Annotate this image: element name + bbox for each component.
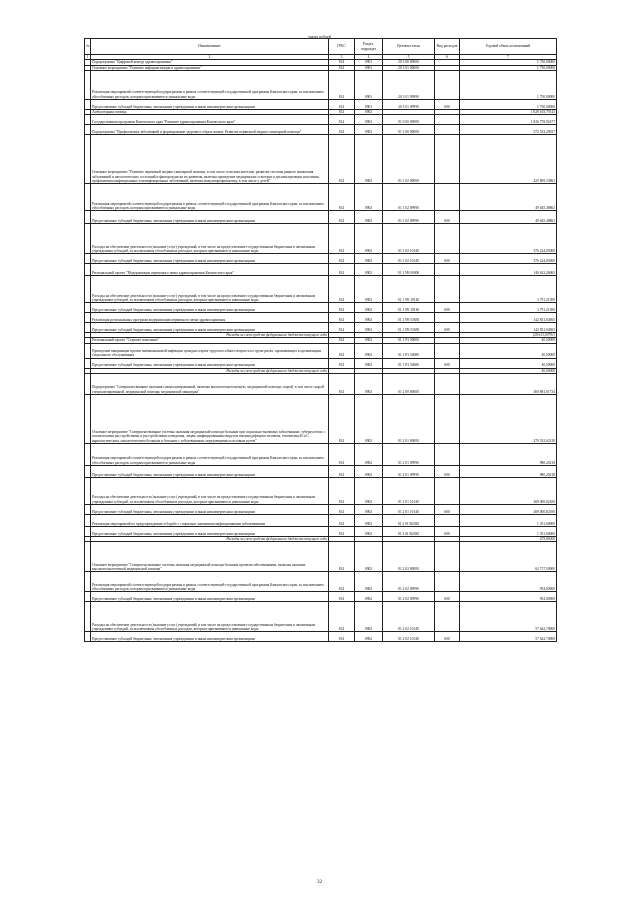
- annual-amount: 980,20218: [460, 466, 557, 478]
- target-article: 01 1 N9 10140: [383, 276, 435, 303]
- annual-amount: 980,20218: [460, 444, 557, 466]
- table-row: [85, 444, 557, 466]
- section-code: 0902: [355, 374, 383, 395]
- annual-amount: 270 332,62318: [460, 395, 557, 444]
- table-row: [85, 395, 557, 444]
- table-row: [85, 135, 557, 184]
- row-description: Амбулаторная помощь: [91, 109, 329, 114]
- target-article: 01 2 00 00000: [383, 374, 435, 395]
- annual-amount: 954,00000: [460, 592, 557, 602]
- grbs-code: 814: [329, 515, 355, 527]
- annual-amount: 3 791,21500: [460, 276, 557, 303]
- col-number: 7: [460, 55, 557, 60]
- grbs-code: 814: [329, 572, 355, 592]
- row-description: Реализация мероприятий соответствующей подпрограммы в рамках соответствующей государственной программы Камчатского края, за исключением обособленных расходов, которым присваиваются уникальные коды: [91, 184, 329, 211]
- grbs-code: 814: [329, 276, 355, 303]
- grbs-code: 814: [329, 323, 355, 333]
- table-row: [85, 303, 557, 313]
- row-description: Расходы на обеспечение деятельности (оказание услуг) учреждений, в том числе на предоставление государственным бюджетным и автономным учреждениям субсидий, за исключением обособленных расходов, которым присваиваются уникальные коды: [91, 602, 329, 632]
- expense-type: 600: [435, 99, 460, 109]
- row-description: Предоставление субсидий бюджетным, автономным учреждениям и иным некоммерческим организациям: [91, 254, 329, 264]
- header-row: [85, 39, 557, 55]
- row-description: Предоставление субсидий бюджетным, автономным учреждениям и иным некоммерческим организациям: [91, 323, 329, 333]
- annual-amount: 40,50000: [460, 343, 557, 358]
- table-row: [85, 358, 557, 368]
- table-row: [85, 224, 557, 254]
- row-description: Основное мероприятие "Развитие первичной медико-санитарной помощи, в том числе сельским жителям, развитие системы раннего выявления заболеваний и патологических состояний и факторов риска их развития, включая проведение медицинских осмотров и диспансеризации населения, профилактика инфекционных и неинфекционных заболеваний, включая иммунопрофилактику, в том числе у детей": [91, 135, 329, 184]
- row-description: Расходы на обеспечение деятельности (оказание услуг) учреждений, в том числе на предоставление государственным бюджетным и автономным учреждениям субсидий, за исключением обособленных расходов, которым присваиваются уникальные коды: [91, 276, 329, 303]
- annual-amount: 142 831,04565: [460, 323, 557, 333]
- row-description: Основное мероприятие "Развитие информатизации в здравоохранении": [91, 65, 329, 70]
- table-row: [85, 542, 557, 572]
- annual-amount: 57 642,70000: [460, 632, 557, 642]
- section-code: 0901: [355, 70, 383, 99]
- section-code: 0902: [355, 444, 383, 466]
- row-description: Проведение вакцинации против пневмококковой инфекции граждан старше трудоспособного возраста из групп риска, проживающих в организациях социального обслуживания: [91, 343, 329, 358]
- annual-amount: 40,50000: [460, 358, 557, 368]
- annual-amount: 1 750,00000: [460, 60, 557, 65]
- table-row: [85, 276, 557, 303]
- table-row: [85, 527, 557, 537]
- col-number: 1: [85, 55, 91, 60]
- expense-type: [435, 264, 460, 276]
- annual-amount: 40,50000: [460, 338, 557, 343]
- row-description: Реализация региональных программ модернизации первичного звена здравоохранения: [91, 313, 329, 323]
- section-code: 0902: [355, 632, 383, 642]
- target-article: 01 2 01 10140: [383, 478, 435, 505]
- grbs-code: 814: [329, 542, 355, 572]
- col-number: 4: [355, 55, 383, 60]
- expense-type: 600: [435, 303, 460, 313]
- annual-amount: 1 826 759,92477: [460, 115, 557, 125]
- row-description: Расходы за счет средств федерального бюджета текущего года: [91, 368, 329, 373]
- target-article: 01 0 00 00000: [383, 115, 435, 125]
- target-article: 01 2 01 09990: [383, 466, 435, 478]
- row-description: Расходы за счет средств федерального бюджета текущего года: [91, 333, 329, 338]
- section-code: 0902: [355, 125, 383, 135]
- target-article: 01 1 00 00000: [383, 125, 435, 135]
- table-row: [85, 184, 557, 211]
- annual-amount: 49 645,48862: [460, 211, 557, 224]
- grbs-code: 814: [329, 224, 355, 254]
- grbs-code: 814: [329, 632, 355, 642]
- grbs-code: 814: [329, 602, 355, 632]
- target-article: 20 3 01 09990: [383, 70, 435, 99]
- table-row: [85, 211, 557, 224]
- section-code: 0902: [355, 592, 383, 602]
- target-article: 01 1 P3 54680: [383, 358, 435, 368]
- annual-amount: 3 791,21500: [460, 303, 557, 313]
- grbs-code: 814: [329, 60, 355, 65]
- table-row: [85, 70, 557, 99]
- target-article: 01 1 N9 00000: [383, 264, 435, 276]
- target-article: 01 1 02 00000: [383, 135, 435, 184]
- target-article: 20 3 01 00000: [383, 65, 435, 70]
- col-number: 6: [435, 55, 460, 60]
- table-row: [85, 115, 557, 125]
- section-code: 0902: [355, 313, 383, 323]
- expense-type: [435, 343, 460, 358]
- section-code: 0902: [355, 343, 383, 358]
- row-description: Предоставление субсидий бюджетным, автономным учреждениям и иным некоммерческим организациям: [91, 303, 329, 313]
- expense-type: [435, 70, 460, 99]
- target-article: 01 1 P3 54680: [383, 343, 435, 358]
- section-code: 0902: [355, 303, 383, 313]
- expense-type: 600: [435, 632, 460, 642]
- annual-amount: 269 000,82100: [460, 505, 557, 515]
- section-code: 0902: [355, 338, 383, 343]
- row-description: Предоставление субсидий бюджетным, автономным учреждениям и иным некоммерческим организациям: [91, 466, 329, 478]
- row-description: Реализация мероприятий соответствующей подпрограммы в рамках соответствующей государственной программы Камчатского края, за исключением обособленных расходов, которым присваиваются уникальные коды: [91, 444, 329, 466]
- grbs-code: 814: [329, 527, 355, 537]
- expense-type: [435, 542, 460, 572]
- row-description: Реализация мероприятий соответствующей подпрограммы в рамках соответствующей государственной программы Камчатского края, за исключением обособленных расходов, которым присваиваются уникальные коды: [91, 70, 329, 99]
- col-header-target: Целевая статья: [383, 39, 435, 55]
- section-code: 0902: [355, 505, 383, 515]
- section-code: 0902: [355, 323, 383, 333]
- col-number: 5: [383, 55, 435, 60]
- grbs-code: 814: [329, 70, 355, 99]
- grbs-code: 814: [329, 125, 355, 135]
- annual-amount: 1 750,00000: [460, 99, 557, 109]
- grbs-code: 814: [329, 374, 355, 395]
- table-row: [85, 515, 557, 527]
- row-description: Расходы на обеспечение деятельности (оказание услуг) учреждений, в том числе на предоставление государственным бюджетным и автономным учреждениям субсидий, за исключением обособленных расходов, которым присваиваются уникальные коды: [91, 224, 329, 254]
- annual-amount: 675,80000: [460, 537, 557, 542]
- table-row: [85, 374, 557, 395]
- expense-type: 600: [435, 527, 460, 537]
- grbs-code: 814: [329, 99, 355, 109]
- row-description: Основное мероприятие "Совершенствование системы оказания медицинской помощи больным при социально-значимых заболеваниях: туберкулезом, с психическими расстройствами и расстройствами поведения, лицам, инфицированным вирусом иммунодефицита человека, гепатитами B и C, наркологическим, онкологическим больным и больным с заболеваниями, передающимися половым путем": [91, 395, 329, 444]
- section-code: 0901: [355, 99, 383, 109]
- target-article: 01 2 01 R2020: [383, 515, 435, 527]
- table-row: [85, 572, 557, 592]
- expense-type: 600: [435, 592, 460, 602]
- col-number: 2: [91, 55, 329, 60]
- expense-type: [435, 395, 460, 444]
- expense-type: [435, 224, 460, 254]
- target-article: 01 2 01 R2020: [383, 527, 435, 537]
- table-row: [85, 592, 557, 602]
- table-row: [85, 264, 557, 276]
- annual-amount: 146 622,26065: [460, 264, 557, 276]
- section-code: 0902: [355, 184, 383, 211]
- target-article: 01 2 01 09990: [383, 444, 435, 466]
- row-description: Предоставление субсидий бюджетным, автономным учреждениям и иным некоммерческим организациям: [91, 211, 329, 224]
- expense-type: [435, 515, 460, 527]
- row-description: Реализация мероприятий соответствующей подпрограммы в рамках соответствующей государственной программы Камчатского края, за исключением обособленных расходов, которым присваиваются уникальные коды: [91, 572, 329, 592]
- section-code: 0902: [355, 478, 383, 505]
- expense-type: [435, 602, 460, 632]
- col-header-number: №: [85, 39, 91, 55]
- section-code: 0902: [355, 276, 383, 303]
- target-article: 01 1 02 09990: [383, 184, 435, 211]
- table-row: [85, 125, 557, 135]
- row-description: Региональный проект "Старшее поколение": [91, 338, 329, 343]
- section-code: 0902: [355, 466, 383, 478]
- target-article: 01 2 02 09990: [383, 592, 435, 602]
- grbs-code: 814: [329, 338, 355, 343]
- section-code: 0902: [355, 224, 383, 254]
- col-header-exp-type: Вид расходов: [435, 39, 460, 55]
- target-article: 01 2 02 00000: [383, 542, 435, 572]
- annual-amount: (29 613,59791): [460, 333, 557, 338]
- annual-amount: 1 750,00000: [460, 65, 557, 70]
- table-row: [85, 343, 557, 358]
- grbs-code: 814: [329, 211, 355, 224]
- annual-amount: 62 717,50000: [460, 542, 557, 572]
- target-article: 20 3 00 00000: [383, 60, 435, 65]
- target-article: 01 2 01 10140: [383, 505, 435, 515]
- table-body: [85, 60, 557, 642]
- expense-type: [435, 115, 460, 125]
- budget-table: [84, 38, 557, 642]
- section-code: 0902: [355, 135, 383, 184]
- expense-type: 600: [435, 505, 460, 515]
- expense-type: [435, 374, 460, 395]
- row-description: Подпрограмма "Совершенствование оказания специализированной, включая высокотехнологичную, медицинской помощи, скорой, в том числе скорой специализированной, медицинской помощи, медицинской эвакуации": [91, 374, 329, 395]
- section-code: 0902: [355, 358, 383, 368]
- annual-amount: 572 532,29927: [460, 125, 557, 135]
- expense-type: 600: [435, 323, 460, 333]
- expense-type: [435, 135, 460, 184]
- target-article: 01 2 02 10140: [383, 602, 435, 632]
- row-description: Расходы на обеспечение деятельности (оказание услуг) учреждений, в том числе на предоставление государственным бюджетным и автономным учреждениям субсидий, за исключением обособленных расходов, которым присваиваются уникальные коды: [91, 478, 329, 505]
- section-code: 0902: [355, 254, 383, 264]
- row-description: Государственная программа Камчатского края "Развитие здравоохранения Камчатского края": [91, 115, 329, 125]
- col-header-name: Наименование: [91, 39, 329, 55]
- target-article: 01 1 P3 00000: [383, 338, 435, 343]
- annual-amount: 954,00000: [460, 572, 557, 592]
- expense-type: [435, 276, 460, 303]
- section-code: 0902: [355, 264, 383, 276]
- grbs-code: 814: [329, 313, 355, 323]
- expense-type: 600: [435, 358, 460, 368]
- annual-amount: 40,50000: [460, 368, 557, 373]
- annual-amount: 1 750,00000: [460, 70, 557, 99]
- grbs-code: 814: [329, 115, 355, 125]
- expense-type: [435, 572, 460, 592]
- annual-amount: 1 351,60000: [460, 515, 557, 527]
- section-code: 0901: [355, 60, 383, 65]
- row-description: Основное мероприятие "Совершенствование системы оказания медицинской помощи больным прочими заболеваниями, включая оказание высокотехнологичной медицинской помощи": [91, 542, 329, 572]
- grbs-code: 814: [329, 478, 355, 505]
- grbs-code: 814: [329, 109, 355, 114]
- annual-amount: 269 000,82100: [460, 478, 557, 505]
- col-header-section: Раздел, подраздел: [355, 39, 383, 55]
- section-code: 0902: [355, 542, 383, 572]
- target-article: 01 2 02 10140: [383, 632, 435, 642]
- target-article: 01 1 N9 10140: [383, 303, 435, 313]
- grbs-code: 814: [329, 343, 355, 358]
- grbs-code: 814: [329, 135, 355, 184]
- expense-type: 600: [435, 211, 460, 224]
- col-header-amount: Годовой объем ассигнований: [460, 39, 557, 55]
- row-description: Предоставление субсидий бюджетным, автономным учреждениям и иным некоммерческим организациям: [91, 632, 329, 642]
- row-description: Реализация мероприятий по предупреждению и борьбе с социально значимыми инфекционными заболеваниями: [91, 515, 329, 527]
- grbs-code: 814: [329, 264, 355, 276]
- target-article: 01 1 02 10140: [383, 224, 435, 254]
- expense-type: [435, 444, 460, 466]
- grbs-code: 814: [329, 444, 355, 466]
- section-code: 0902: [355, 527, 383, 537]
- grbs-code: 814: [329, 592, 355, 602]
- col-header-grbs: ГРБС: [329, 39, 355, 55]
- section-code: 0902: [355, 395, 383, 444]
- section-code: 0901: [355, 65, 383, 70]
- grbs-code: 814: [329, 395, 355, 444]
- grbs-code: 814: [329, 466, 355, 478]
- row-description: Подпрограмма "Цифровой контур здравоохранения": [91, 60, 329, 65]
- grbs-code: 814: [329, 254, 355, 264]
- table-row: [85, 505, 557, 515]
- grbs-code: 814: [329, 65, 355, 70]
- expense-type: [435, 184, 460, 211]
- annual-amount: 49 645,48862: [460, 184, 557, 211]
- annual-amount: 376 224,05000: [460, 254, 557, 264]
- target-article: 01 2 01 00000: [383, 395, 435, 444]
- section-code: 0902: [355, 572, 383, 592]
- section-code: 0902: [355, 211, 383, 224]
- row-description: Подпрограмма "Профилактика заболеваний и формирование здорового образа жизни. Развитие первичной медико-санитарной помощи": [91, 125, 329, 135]
- annual-amount: 360 881,61734: [460, 374, 557, 395]
- table-row: [85, 99, 557, 109]
- annual-amount: 376 224,05000: [460, 224, 557, 254]
- row-description: Предоставление субсидий бюджетным, автономным учреждениям и иным некоммерческим организациям: [91, 358, 329, 368]
- table-row: [85, 602, 557, 632]
- annual-amount: 1 828 165,79143: [460, 109, 557, 114]
- row-description: Предоставление субсидий бюджетным, автономным учреждениям и иным некоммерческим организациям: [91, 592, 329, 602]
- target-article: 01 1 02 09990: [383, 211, 435, 224]
- target-article: 01 1 N9 53650: [383, 323, 435, 333]
- target-article: 01 1 N9 53650: [383, 313, 435, 323]
- section-code: 0902: [355, 115, 383, 125]
- annual-amount: 425 869,33862: [460, 135, 557, 184]
- table-row: [85, 323, 557, 333]
- row-description: Предоставление субсидий бюджетным, автономным учреждениям и иным некоммерческим организациям: [91, 505, 329, 515]
- expense-type: 600: [435, 254, 460, 264]
- annual-amount: 142 831,04565: [460, 313, 557, 323]
- page-number: 32: [317, 880, 322, 885]
- table-row: [85, 466, 557, 478]
- row-description: Региональный проект "Модернизация первичного звена здравоохранения Камчатского края": [91, 264, 329, 276]
- section-code: 0902: [355, 602, 383, 632]
- expense-type: [435, 478, 460, 505]
- row-description: Расходы за счет средств федерального бюджета текущего года: [91, 537, 329, 542]
- target-article: 01 2 02 09990: [383, 572, 435, 592]
- table-row: [85, 478, 557, 505]
- annual-amount: 1 351,60000: [460, 527, 557, 537]
- expense-type: 600: [435, 466, 460, 478]
- units-header: тысяч рублей: [308, 34, 331, 39]
- grbs-code: 814: [329, 184, 355, 211]
- table-row: [85, 313, 557, 323]
- target-article: 20 3 01 09990: [383, 99, 435, 109]
- grbs-code: 814: [329, 303, 355, 313]
- section-code: 0902: [355, 515, 383, 527]
- expense-type: [435, 313, 460, 323]
- annual-amount: 57 642,70000: [460, 602, 557, 632]
- row-description: Предоставление субсидий бюджетным, автономным учреждениям и иным некоммерческим организациям: [91, 527, 329, 537]
- grbs-code: 814: [329, 358, 355, 368]
- col-number: 3: [329, 55, 355, 60]
- row-description: Предоставление субсидий бюджетным, автономным учреждениям и иным некоммерческим организациям: [91, 99, 329, 109]
- grbs-code: 814: [329, 505, 355, 515]
- table-row: [85, 632, 557, 642]
- target-article: 01 1 02 10140: [383, 254, 435, 264]
- section-code: 0902: [355, 109, 383, 114]
- table-row: [85, 254, 557, 264]
- expense-type: [435, 125, 460, 135]
